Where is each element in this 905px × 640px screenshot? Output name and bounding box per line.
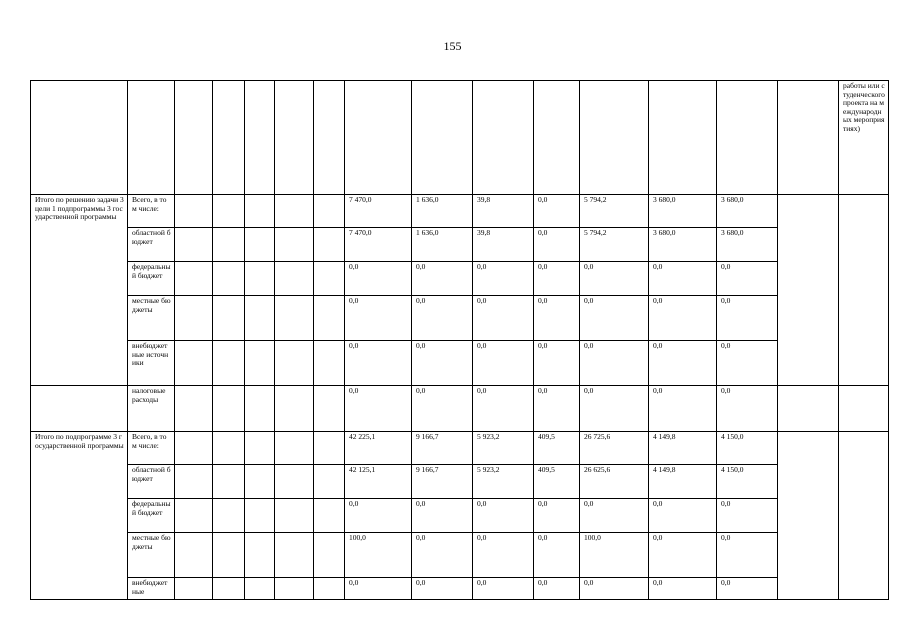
value-cell: 3 680,0 bbox=[717, 228, 778, 262]
value-cell: 0,0 bbox=[473, 296, 534, 341]
funding-source: Всего, в том числе: bbox=[128, 195, 175, 228]
value-cell: 7 470,0 bbox=[345, 195, 412, 228]
value-cell: 4 150,0 bbox=[717, 432, 778, 465]
table-row bbox=[31, 296, 889, 341]
value-cell: 5 794,2 bbox=[580, 228, 649, 262]
value-cell: 0,0 bbox=[649, 499, 717, 533]
funding-source: налоговые расходы bbox=[128, 386, 175, 432]
value-cell: 7 470,0 bbox=[345, 228, 412, 262]
value-cell: 4 150,0 bbox=[717, 465, 778, 499]
value-cell: 0,0 bbox=[717, 341, 778, 386]
table-row bbox=[31, 578, 889, 600]
value-cell: 0,0 bbox=[649, 296, 717, 341]
value-cell: 0,0 bbox=[473, 341, 534, 386]
value-cell: 0,0 bbox=[412, 533, 473, 578]
value-cell: 100,0 bbox=[580, 533, 649, 578]
value-cell: 0,0 bbox=[580, 262, 649, 296]
value-cell: 0,0 bbox=[717, 296, 778, 341]
page-number: 155 bbox=[443, 39, 462, 53]
value-cell: 0,0 bbox=[412, 578, 473, 600]
table-row bbox=[31, 228, 889, 262]
budget-table bbox=[30, 80, 889, 600]
value-cell: 0,0 bbox=[580, 341, 649, 386]
value-cell: 4 149,8 bbox=[649, 432, 717, 465]
funding-source: областной бюджет bbox=[128, 228, 175, 262]
value-cell: 0,0 bbox=[580, 578, 649, 600]
value-cell: 0,0 bbox=[649, 262, 717, 296]
value-cell: 0,0 bbox=[649, 533, 717, 578]
value-cell: 0,0 bbox=[345, 262, 412, 296]
value-cell: 3 680,0 bbox=[649, 195, 717, 228]
funding-source: федеральный бюджет bbox=[128, 262, 175, 296]
value-cell: 0,0 bbox=[580, 386, 649, 432]
value-cell: 0,0 bbox=[580, 296, 649, 341]
value-cell: 42 125,1 bbox=[345, 465, 412, 499]
value-cell: 0,0 bbox=[412, 296, 473, 341]
value-cell: 0,0 bbox=[345, 296, 412, 341]
value-cell: 409,5 bbox=[534, 432, 580, 465]
value-cell: 0,0 bbox=[534, 296, 580, 341]
value-cell: 0,0 bbox=[649, 386, 717, 432]
value-cell: 0,0 bbox=[717, 386, 778, 432]
funding-source: внебюджетные источники bbox=[128, 341, 175, 386]
funding-source: Всего, в том числе: bbox=[128, 432, 175, 465]
value-cell: 5 923,2 bbox=[473, 432, 534, 465]
table-row bbox=[31, 499, 889, 533]
table-row bbox=[31, 533, 889, 578]
continuation-row bbox=[31, 81, 889, 195]
value-cell: 0,0 bbox=[412, 262, 473, 296]
funding-source: областной бюджет bbox=[128, 465, 175, 499]
value-cell: 0,0 bbox=[473, 578, 534, 600]
value-cell: 0,0 bbox=[534, 195, 580, 228]
value-cell: 0,0 bbox=[412, 341, 473, 386]
value-cell: 0,0 bbox=[473, 262, 534, 296]
funding-source: федеральный бюджет bbox=[128, 499, 175, 533]
value-cell: 0,0 bbox=[473, 533, 534, 578]
value-cell: 9 166,7 bbox=[412, 465, 473, 499]
value-cell: 0,0 bbox=[473, 499, 534, 533]
value-cell: 0,0 bbox=[345, 386, 412, 432]
value-cell: 0,0 bbox=[473, 386, 534, 432]
value-cell: 0,0 bbox=[345, 499, 412, 533]
value-cell: 26 625,6 bbox=[580, 465, 649, 499]
value-cell: 100,0 bbox=[345, 533, 412, 578]
table-row bbox=[31, 432, 889, 465]
value-cell: 0,0 bbox=[412, 499, 473, 533]
value-cell: 1 636,0 bbox=[412, 228, 473, 262]
continuation-text: работы или студенческого проекта на международных мероприятиях) bbox=[839, 81, 889, 195]
value-cell: 0,0 bbox=[717, 262, 778, 296]
value-cell: 4 149,8 bbox=[649, 465, 717, 499]
value-cell: 39,8 bbox=[473, 228, 534, 262]
value-cell: 0,0 bbox=[717, 499, 778, 533]
value-cell: 0,0 bbox=[534, 262, 580, 296]
table-row bbox=[31, 195, 889, 228]
table-row bbox=[31, 465, 889, 499]
value-cell: 0,0 bbox=[580, 499, 649, 533]
value-cell: 0,0 bbox=[345, 341, 412, 386]
table-row bbox=[31, 262, 889, 296]
value-cell: 0,0 bbox=[534, 578, 580, 600]
value-cell: 0,0 bbox=[412, 386, 473, 432]
table-row bbox=[31, 386, 889, 432]
value-cell: 0,0 bbox=[534, 386, 580, 432]
value-cell: 3 680,0 bbox=[649, 228, 717, 262]
value-cell: 3 680,0 bbox=[717, 195, 778, 228]
value-cell: 409,5 bbox=[534, 465, 580, 499]
value-cell: 42 225,1 bbox=[345, 432, 412, 465]
value-cell: 0,0 bbox=[717, 533, 778, 578]
value-cell: 0,0 bbox=[534, 499, 580, 533]
funding-source: внебюджетные bbox=[128, 578, 175, 600]
value-cell: 0,0 bbox=[534, 341, 580, 386]
table-row bbox=[31, 341, 889, 386]
value-cell: 39,8 bbox=[473, 195, 534, 228]
value-cell: 0,0 bbox=[345, 578, 412, 600]
funding-source: местные бюджеты bbox=[128, 533, 175, 578]
value-cell: 0,0 bbox=[649, 578, 717, 600]
value-cell: 1 636,0 bbox=[412, 195, 473, 228]
value-cell: 26 725,6 bbox=[580, 432, 649, 465]
value-cell: 5 794,2 bbox=[580, 195, 649, 228]
value-cell: 0,0 bbox=[534, 228, 580, 262]
value-cell: 9 166,7 bbox=[412, 432, 473, 465]
section-title: Итого по подпрограмме 3 государственной программы bbox=[31, 432, 128, 600]
value-cell: 0,0 bbox=[649, 341, 717, 386]
section-title: Итого по решению задачи 3 цели 1 подпрограммы 3 государственной программы bbox=[31, 195, 128, 386]
value-cell: 0,0 bbox=[534, 533, 580, 578]
value-cell: 0,0 bbox=[717, 578, 778, 600]
funding-source: местные бюджеты bbox=[128, 296, 175, 341]
value-cell: 5 923,2 bbox=[473, 465, 534, 499]
